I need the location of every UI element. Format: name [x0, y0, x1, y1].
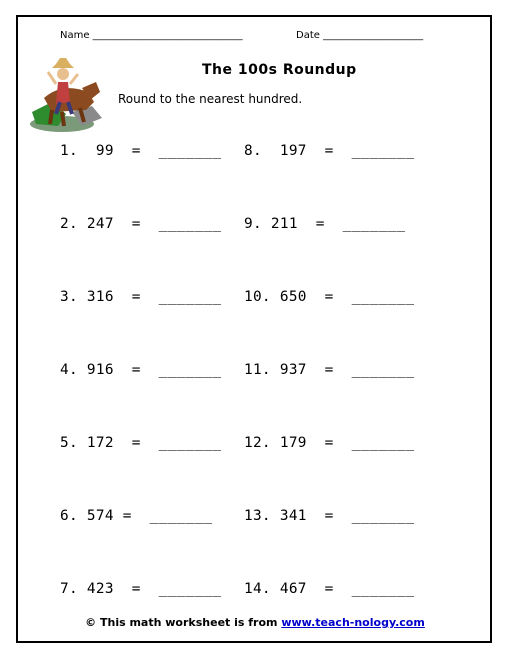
problem-9: 9. 211 = _______ [244, 216, 406, 232]
cowboy-illustration [22, 52, 114, 134]
problem-4: 4. 916 = _______ [60, 362, 222, 378]
problem-5: 5. 172 = _______ [60, 435, 222, 451]
teach-nology-link[interactable]: www.teach-nology.com [281, 616, 425, 629]
name-field-label: Name ______________________________ [60, 30, 243, 41]
problem-3: 3. 316 = _______ [60, 289, 222, 305]
problem-11: 11. 937 = _______ [244, 362, 415, 378]
problem-12: 12. 179 = _______ [244, 435, 415, 451]
problem-6: 6. 574 = _______ [60, 508, 213, 524]
instructions: Round to the nearest hundred. [118, 92, 303, 106]
problem-1: 1. 99 = _______ [60, 143, 222, 159]
footer-text: © This math worksheet is from [85, 616, 282, 629]
problem-8: 8. 197 = _______ [244, 143, 415, 159]
problem-10: 10. 650 = _______ [244, 289, 415, 305]
worksheet-title: The 100s Roundup [202, 62, 357, 78]
problem-14: 14. 467 = _______ [244, 581, 415, 597]
problem-2: 2. 247 = _______ [60, 216, 222, 232]
footer [0, 616, 510, 629]
problem-7: 7. 423 = _______ [60, 581, 222, 597]
date-field-label: Date ____________________ [296, 30, 424, 41]
problem-13: 13. 341 = _______ [244, 508, 415, 524]
